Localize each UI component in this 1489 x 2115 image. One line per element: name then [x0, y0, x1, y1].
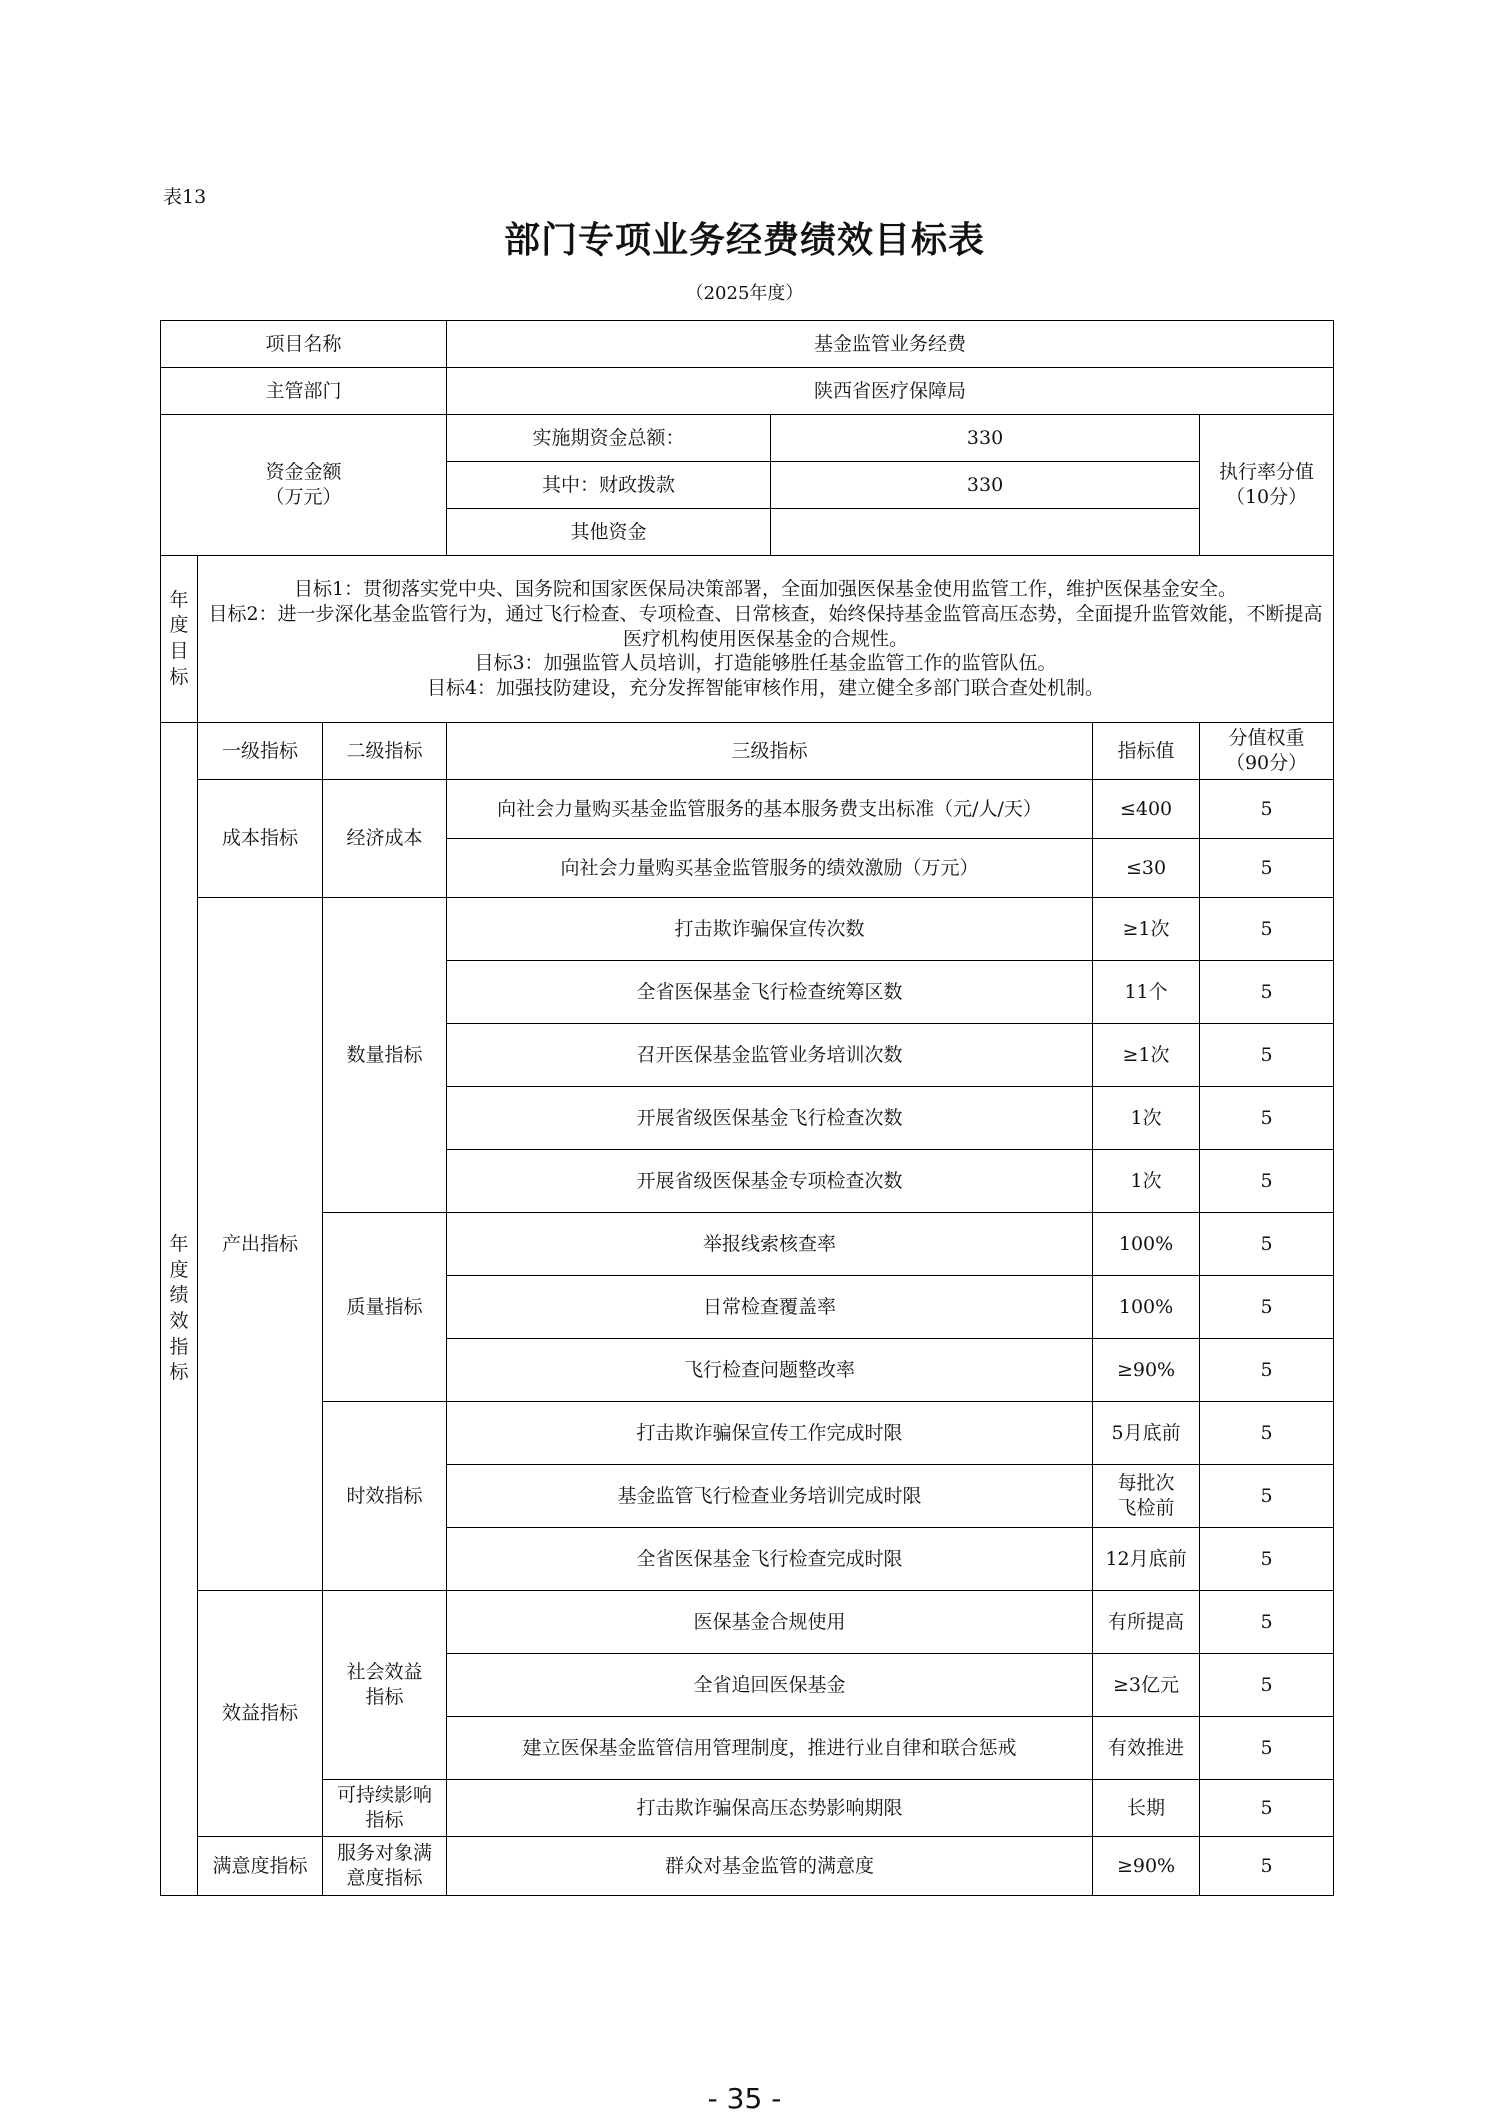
header-level3: 三级指标 — [447, 723, 1093, 780]
page-number: - 35 - — [707, 2082, 782, 2115]
indicator-weight: 5 — [1200, 1837, 1334, 1896]
indicator-name: 群众对基金监管的满意度 — [447, 1837, 1093, 1896]
indicator-value: ≥1次 — [1093, 1024, 1200, 1087]
indicator-weight: 5 — [1200, 1780, 1334, 1837]
indicator-value: 1次 — [1093, 1150, 1200, 1213]
l1-satisfaction: 满意度指标 — [198, 1837, 323, 1896]
indicator-name: 建立医保基金监管信用管理制度，推进行业自律和联合惩戒 — [447, 1717, 1093, 1780]
indicator-name: 举报线索核查率 — [447, 1213, 1093, 1276]
indicator-name: 全省医保基金飞行检查完成时限 — [447, 1528, 1093, 1591]
project-name-label: 项目名称 — [161, 321, 447, 368]
indicator-weight: 5 — [1200, 1024, 1334, 1087]
indicator-value: ≥1次 — [1093, 898, 1200, 961]
indicator-weight: 5 — [1200, 961, 1334, 1024]
indicator-weight: 5 — [1200, 1465, 1334, 1528]
indicator-name: 开展省级医保基金飞行检查次数 — [447, 1087, 1093, 1150]
indicator-weight: 5 — [1200, 780, 1334, 839]
annual-goals-row — [161, 556, 1334, 723]
indicator-value: ≤400 — [1093, 780, 1200, 839]
indicator-weight: 5 — [1200, 1717, 1334, 1780]
indicator-value: 每批次 飞检前 — [1093, 1465, 1200, 1528]
execution-rate-score: 执行率分值 （10分） — [1200, 415, 1334, 556]
indicator-weight: 5 — [1200, 898, 1334, 961]
funds-other-value — [771, 509, 1200, 556]
indicator-weight: 5 — [1200, 1276, 1334, 1339]
indicator-name: 向社会力量购买基金监管服务的绩效激励（万元） — [447, 839, 1093, 898]
table-row — [161, 1780, 1334, 1837]
indicator-value: 5月底前 — [1093, 1402, 1200, 1465]
indicator-value: 长期 — [1093, 1780, 1200, 1837]
l2-service: 服务对象满 意度指标 — [323, 1837, 447, 1896]
indicator-value: 有所提高 — [1093, 1591, 1200, 1654]
l2-social: 社会效益 指标 — [323, 1591, 447, 1780]
indicator-header-row — [161, 723, 1334, 780]
indicator-value: 100% — [1093, 1276, 1200, 1339]
indicator-value: ≥90% — [1093, 1339, 1200, 1402]
indicator-value: 有效推进 — [1093, 1717, 1200, 1780]
indicator-name: 飞行检查问题整改率 — [447, 1339, 1093, 1402]
page-title: 部门专项业务经费绩效目标表 — [503, 220, 985, 261]
indicator-value: 100% — [1093, 1213, 1200, 1276]
indicator-name: 打击欺诈骗保高压态势影响期限 — [447, 1780, 1093, 1837]
department-row — [161, 368, 1334, 415]
l2-quantity: 数量指标 — [323, 898, 447, 1213]
header-value: 指标值 — [1093, 723, 1200, 780]
goal-1: 目标1：贯彻落实党中央、国务院和国家医保局决策部署，全面加强医保基金使用监管工作，维护医保基金安全。 — [293, 578, 1238, 601]
annual-indicators-label: 年度绩效指标 — [161, 723, 198, 1896]
project-name-row — [161, 321, 1334, 368]
indicator-name: 全省追回医保基金 — [447, 1654, 1093, 1717]
indicator-name: 向社会力量购买基金监管服务的基本服务费支出标准（元/人/天） — [447, 780, 1093, 839]
table-row — [161, 780, 1334, 839]
header-level2: 二级指标 — [323, 723, 447, 780]
project-name-value: 基金监管业务经费 — [447, 321, 1334, 368]
l2-sustainable: 可持续影响 指标 — [323, 1780, 447, 1837]
funds-other-label: 其他资金 — [447, 509, 771, 556]
indicator-value: ≥90% — [1093, 1837, 1200, 1896]
indicator-weight: 5 — [1200, 1087, 1334, 1150]
indicator-weight: 5 — [1200, 839, 1334, 898]
indicator-weight: 5 — [1200, 1150, 1334, 1213]
l2-timeliness: 时效指标 — [323, 1402, 447, 1591]
annual-goals-text — [198, 556, 1334, 723]
header-level1: 一级指标 — [198, 723, 323, 780]
funds-total-value: 330 — [771, 415, 1200, 462]
indicator-weight: 5 — [1200, 1528, 1334, 1591]
indicator-name: 开展省级医保基金专项检查次数 — [447, 1150, 1093, 1213]
indicator-weight: 5 — [1200, 1339, 1334, 1402]
indicator-name: 日常检查覆盖率 — [447, 1276, 1093, 1339]
indicator-value: ≥3亿元 — [1093, 1654, 1200, 1717]
indicator-value: ≤30 — [1093, 839, 1200, 898]
indicator-weight: 5 — [1200, 1402, 1334, 1465]
indicator-value: 11个 — [1093, 961, 1200, 1024]
funds-fiscal-label: 其中：财政拨款 — [447, 462, 771, 509]
l1-output: 产出指标 — [198, 898, 323, 1591]
indicator-weight: 5 — [1200, 1213, 1334, 1276]
performance-target-table — [160, 320, 1334, 1896]
table-row — [161, 1591, 1334, 1654]
l2-economic-cost: 经济成本 — [323, 780, 447, 898]
department-label: 主管部门 — [161, 368, 447, 415]
funds-total-row — [161, 415, 1334, 462]
indicator-name: 医保基金合规使用 — [447, 1591, 1093, 1654]
indicator-value: 1次 — [1093, 1087, 1200, 1150]
indicator-weight: 5 — [1200, 1654, 1334, 1717]
l2-quality: 质量指标 — [323, 1213, 447, 1402]
goal-3: 目标3：加强监管人员培训，打造能够胜任基金监管工作的监管队伍。 — [474, 652, 1057, 675]
funds-total-label: 实施期资金总额： — [447, 415, 771, 462]
header-weight: 分值权重 （90分） — [1200, 723, 1334, 780]
indicator-value: 12月底前 — [1093, 1528, 1200, 1591]
fiscal-year: （2025年度） — [685, 283, 804, 304]
table-row — [161, 898, 1334, 961]
goal-4: 目标4：加强技防建设，充分发挥智能审核作用，建立健全多部门联合查处机制。 — [426, 677, 1105, 700]
indicator-name: 召开医保基金监管业务培训次数 — [447, 1024, 1093, 1087]
indicator-name: 全省医保基金飞行检查统筹区数 — [447, 961, 1093, 1024]
table-row — [161, 1837, 1334, 1896]
l1-benefit: 效益指标 — [198, 1591, 323, 1837]
indicator-weight: 5 — [1200, 1591, 1334, 1654]
indicator-name: 基金监管飞行检查业务培训完成时限 — [447, 1465, 1093, 1528]
funds-fiscal-value: 330 — [771, 462, 1200, 509]
table-number: 表13 — [163, 186, 207, 208]
indicator-name: 打击欺诈骗保宣传次数 — [447, 898, 1093, 961]
l1-cost: 成本指标 — [198, 780, 323, 898]
table-row — [161, 1402, 1334, 1465]
goal-2: 目标2：进一步深化基金监管行为，通过飞行检查、专项检查、日常核查，始终保持基金监管高压态势，全面提升监管效能，不断提高医疗机构使用医保基金的合规性。 — [208, 602, 1323, 650]
funds-label: 资金金额 （万元） — [161, 415, 447, 556]
indicator-name: 打击欺诈骗保宣传工作完成时限 — [447, 1402, 1093, 1465]
annual-goals-label: 年度目标 — [161, 556, 198, 723]
department-value: 陕西省医疗保障局 — [447, 368, 1334, 415]
table-row — [161, 1213, 1334, 1276]
